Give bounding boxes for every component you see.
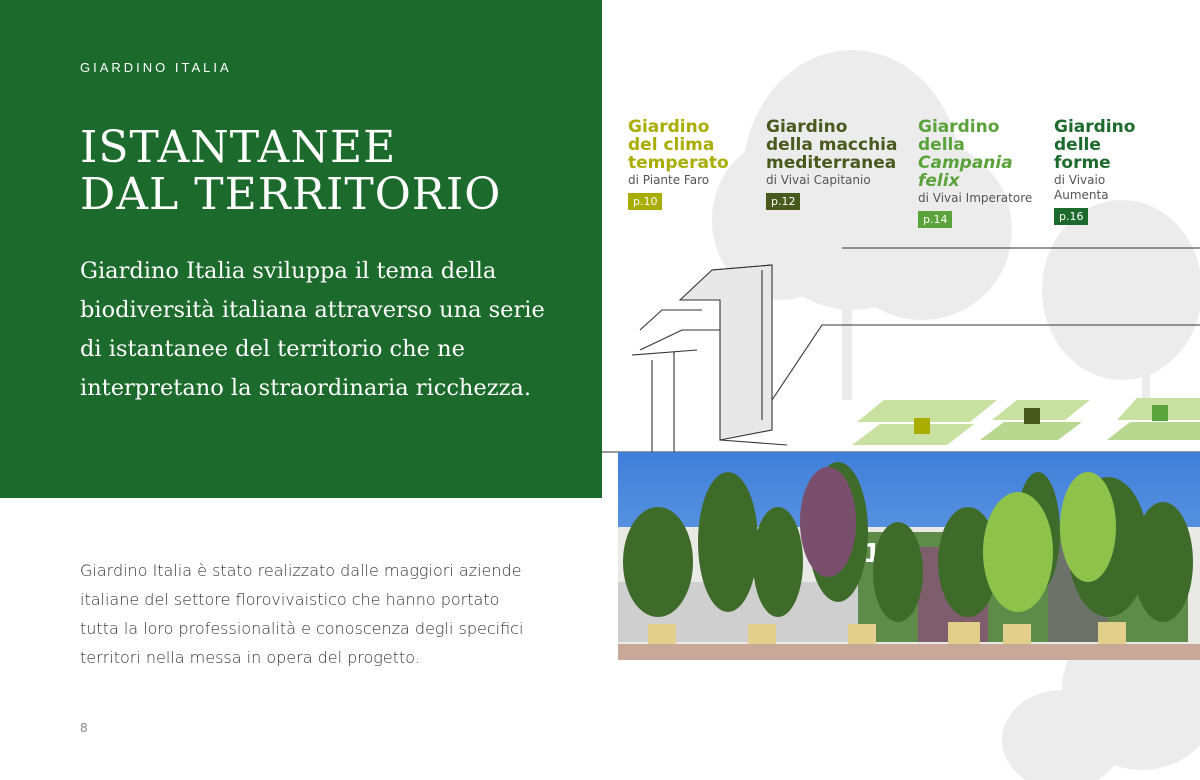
garden-illustration bbox=[602, 0, 1200, 780]
marker-macchia bbox=[1024, 408, 1040, 424]
garden-name-line: temperato bbox=[628, 153, 729, 173]
page-badge[interactable]: p.16 bbox=[1054, 208, 1088, 225]
garden-nursery: di Vivaio Aumenta bbox=[1054, 173, 1109, 202]
garden-nursery: di Vivai Imperatore bbox=[918, 191, 1033, 205]
garden-label-campania bbox=[918, 118, 1058, 228]
garden-name-line: della macchia bbox=[766, 135, 898, 155]
garden-name-line: della bbox=[918, 135, 965, 155]
marker-temperato bbox=[914, 418, 930, 434]
garden-label-macchia bbox=[766, 118, 906, 210]
garden-name-line: forme bbox=[1054, 153, 1111, 173]
garden-name-line: Campania bbox=[918, 153, 1013, 173]
garden-name bbox=[628, 118, 768, 172]
section-label: GIARDINO ITALIA bbox=[80, 60, 232, 75]
garden-name-line: Giardino bbox=[1054, 117, 1136, 137]
garden-label-temperato bbox=[628, 118, 768, 210]
page-number: 8 bbox=[80, 721, 88, 735]
garden-name-line: Giardino bbox=[628, 117, 710, 137]
title-line-1: ISTANTANEE bbox=[80, 122, 397, 173]
garden-name-line: delle bbox=[1054, 135, 1101, 155]
intro-panel bbox=[0, 0, 602, 498]
body-paragraph: Giardino Italia è stato realizzato dalle maggiori aziende italiane del settore florovivaistico che hanno portato tutta la loro professionalità e conoscenza degli specifici territori nella messa in opera del progetto. bbox=[80, 561, 524, 667]
title-line-2: DAL TERRITORIO bbox=[80, 169, 502, 220]
page-badge[interactable]: p.12 bbox=[766, 193, 800, 210]
garden-label-forme bbox=[1054, 118, 1194, 225]
page-title bbox=[80, 124, 501, 218]
page-badge[interactable]: p.10 bbox=[628, 193, 662, 210]
garden-name-line: Giardino bbox=[918, 117, 1000, 137]
garden-name bbox=[1054, 118, 1194, 172]
garden-nursery: di Piante Faro bbox=[628, 173, 710, 187]
garden-name-line: del clima bbox=[628, 135, 715, 155]
garden-photo bbox=[618, 452, 1200, 660]
marker-campania bbox=[1152, 405, 1168, 421]
garden-nursery: di Vivai Capitanio bbox=[766, 173, 871, 187]
garden-name-line: felix bbox=[918, 171, 960, 191]
garden-name-line: mediterranea bbox=[766, 153, 897, 173]
lead-paragraph: Giardino Italia sviluppa il tema della biodiversità italiana attraverso una serie di istantanee del territorio che ne interpretano la straordinaria ricchezza. bbox=[80, 258, 545, 401]
garden-name bbox=[918, 118, 1058, 190]
garden-name-line: Giardino bbox=[766, 117, 848, 137]
page-badge[interactable]: p.14 bbox=[918, 211, 952, 228]
garden-name bbox=[766, 118, 906, 172]
